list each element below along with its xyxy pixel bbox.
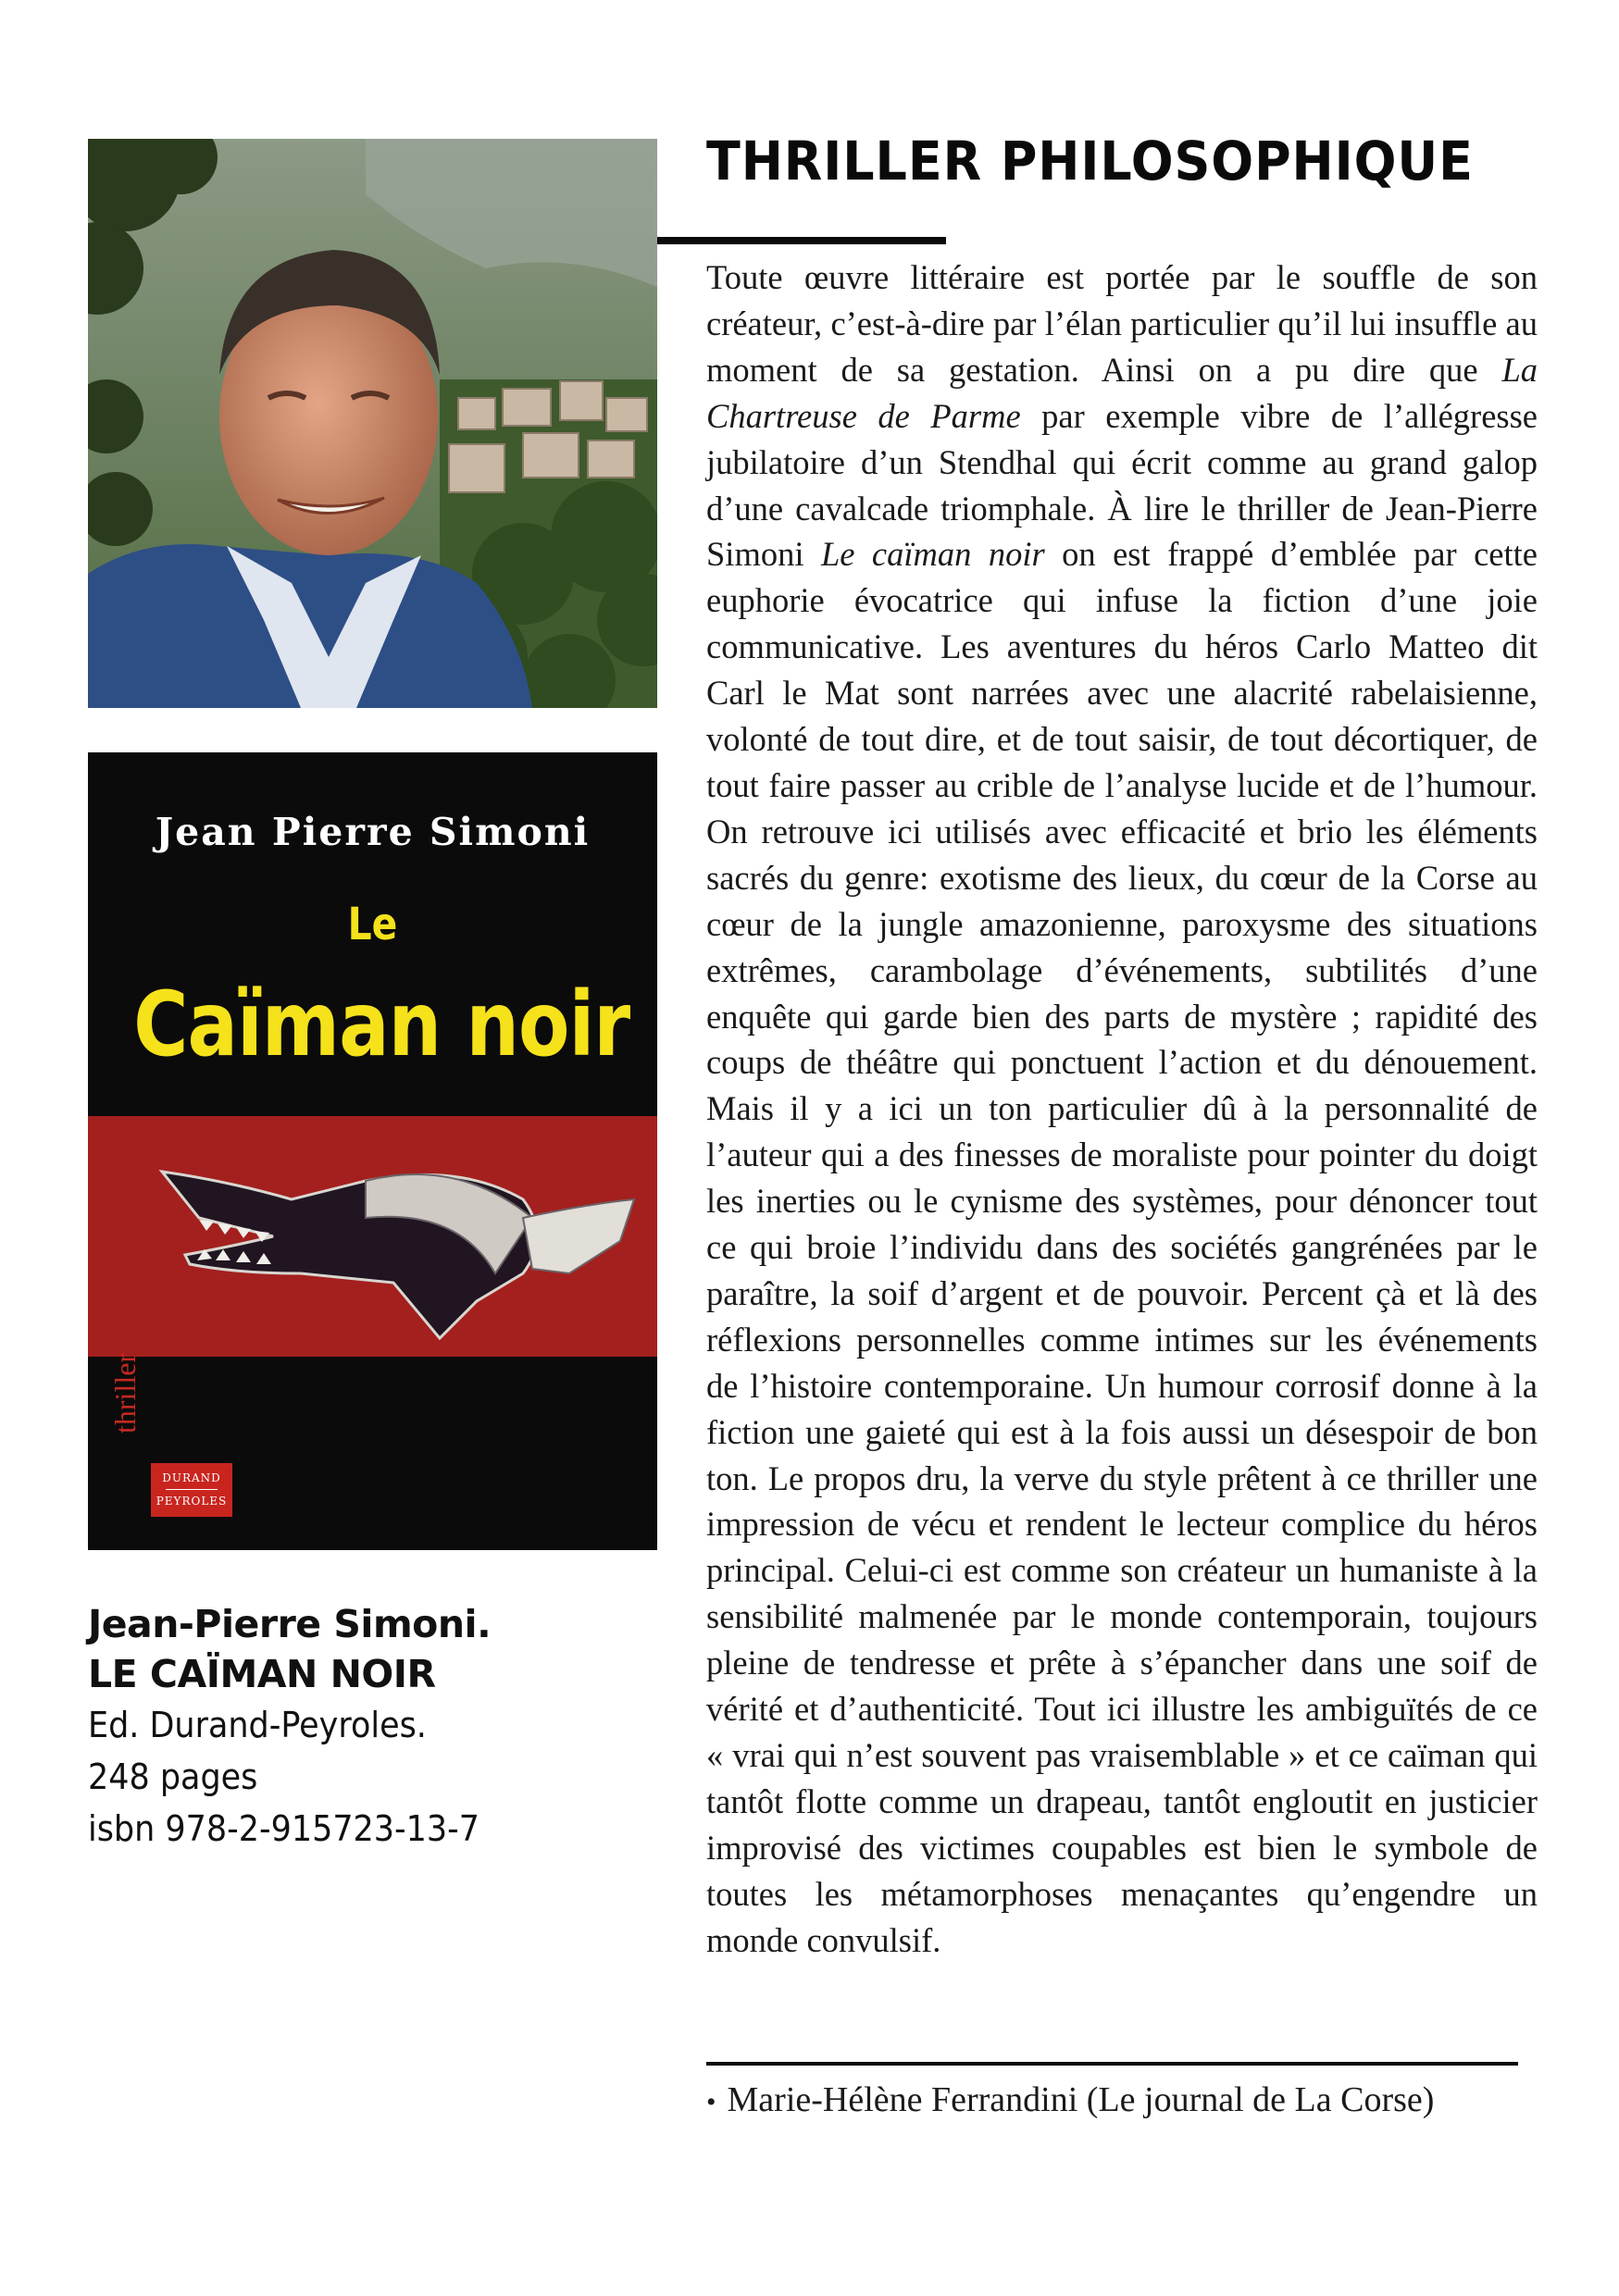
- author-photo-image: [88, 139, 657, 708]
- publisher-logo: [151, 1463, 232, 1517]
- book-pages: 248 pages: [88, 1756, 258, 1797]
- bullet-icon: •: [706, 2087, 716, 2117]
- signature-divider: [706, 2062, 1518, 2066]
- publisher-logo-divider: [166, 1489, 218, 1490]
- article-signature: [706, 2077, 1434, 2126]
- book-publisher: Ed. Durand-Peyroles.: [88, 1705, 427, 1745]
- caiman-illustration: [88, 1116, 657, 1357]
- book-cover: [88, 752, 657, 1550]
- book-isbn: isbn 978-2-915723-13-7: [88, 1808, 480, 1849]
- author-photo: [88, 139, 657, 708]
- book-author: Jean-Pierre Simoni.: [88, 1602, 492, 1646]
- article-italic-1: La Chartreuse de Parme: [706, 350, 1538, 435]
- article-text-3: on est frappé d’emblée par cette euphorie évocatrice qui infuse la fiction d’une joie communicative. Les aventures du héros Carlo Matteo dit Carl le Mat sont narrées avec une alacrité rabelaisienne, volonté de tout dire, et de tout saisir, de tout décortiquer, de tout faire passer au crible de l’analyse lucide et de l’humour. On retrouve ici utilisés avec efficacité et brio les éléments sacrés du genre: exotisme des lieux, du cœur de la Corse au cœur de la jungle amazonienne, paroxysme des situations extrêmes, carambolage d’événements, subtilités d’une enquête qui garde bien des parts de mystère ; rapidité des coups de théâtre qui ponctuent l’action et du dénouement. Mais il y a ici un ton particulier dû à la personnalité de l’auteur qui a des finesses de moraliste pour pointer du doigt les inerties ou le cynisme des systèmes, pour dénoncer tout ce qui broie l’individu dans des sociétés gangrénées par le paraître, la soif d’argent et de pouvoir. Percent çà et là des réflexions personnelles comme intimes sur les événements de l’histoire contemporaine. Un humour corrosif donne à la fiction une gaieté qui est à la fois aussi un désespoir de bon ton. Le propos dru, la verve du style prêtent à ce thriller une impression de vécu et rendent le lecteur complice du héros principal. Celui-ci est comme son créateur un humaniste à la sensibilité malmenée par le monde contemporain, toujours pleine de tendresse et prête à s’épancher dans une soif de vérité et d’authenticité. Tout ici illustre les ambiguïtés de ce « vrai qui n’est souvent pas vraisemblable » et ce caïman qui tantôt flotte comme un drapeau, tantôt engloutit en justicier improvisé des victimes coupables est bien le symbole de toutes les métamorphoses menaçantes qu’engendre un monde convulsif.: [706, 535, 1538, 1959]
- publisher-logo-line1: DURAND: [162, 1471, 221, 1484]
- book-title: LE CAÏMAN NOIR: [88, 1652, 436, 1696]
- article-body: [706, 254, 1538, 1964]
- cover-author: Jean Pierre Simoni: [155, 810, 591, 854]
- cover-genre: thriller: [108, 1352, 142, 1433]
- cover-title-le: Le: [347, 899, 398, 950]
- article-italic-2: Le caïman noir: [820, 535, 1045, 574]
- publisher-logo-line2: PEYROLES: [156, 1495, 228, 1508]
- heading-divider: [657, 237, 946, 244]
- signature-text: Marie-Hélène Ferrandini (Le journal de La Corse): [727, 2080, 1435, 2119]
- article-heading: THRILLER PHILOSOPHIQUE: [706, 130, 1474, 192]
- article-paragraph: [706, 254, 1538, 1964]
- book-info: [88, 1599, 643, 1855]
- cover-title: Caïman noir: [133, 973, 630, 1076]
- cover-red-band: [88, 1116, 657, 1357]
- article-text-2: par exemple vibre de l’allégresse jubilatoire d’un Stendhal qui écrit comme au grand galop d’une cavalcade triomphale. À lire le thriller de Jean-Pierre Simoni: [706, 396, 1538, 574]
- article-text-1: Toute œuvre littéraire est portée par le souffle de son créateur, c’est-à-dire par l’élan particulier qu’il lui insuffle au moment de sa gestation. Ainsi on a pu dire que: [706, 258, 1538, 389]
